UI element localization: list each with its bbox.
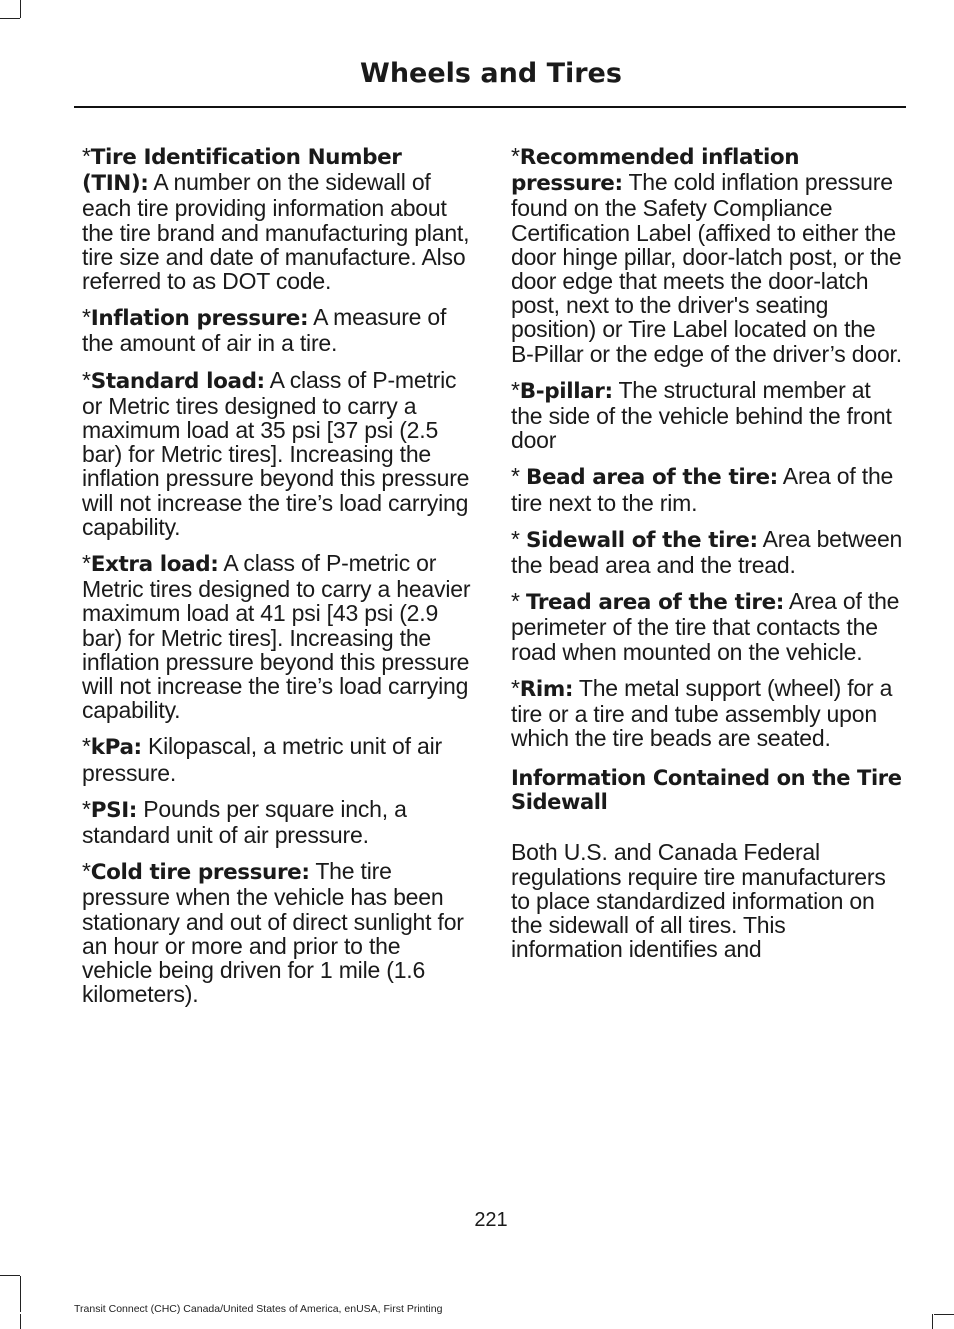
definition-term: Tire Identification Number (TIN):: [82, 145, 402, 197]
crop-mark: [20, 1314, 21, 1329]
definition-term: B-pillar:: [519, 378, 613, 404]
definition-item: [82, 859, 474, 1006]
asterisk: *: [82, 143, 91, 169]
definition-item: [511, 676, 903, 751]
asterisk: *: [511, 463, 526, 490]
definition-term: Tread area of the tire:: [525, 590, 785, 616]
definition-item: [511, 144, 903, 366]
definition-text: The cold inflation pressure found on the Safety Compliance Certification Label (affixed to either the door hinge pillar, door-latch post, or the door edge that meets the door-latch post, next to the driver's seating position) or Tire Label located on the B-Pillar or the edge of the driver’s door.: [511, 169, 902, 367]
definition-term: Cold tire pressure:: [90, 860, 310, 886]
crop-mark: [20, 0, 21, 18]
definition-item: [82, 144, 474, 293]
asterisk: *: [82, 858, 91, 885]
footer-text: Transit Connect (CHC) Canada/United States of America, enUSA, First Printing: [74, 1303, 443, 1315]
crop-mark: [932, 1314, 933, 1329]
definition-text: A class of P-metric or Metric tires designed to carry a heavier maximum load at 41 psi [43 psi (2.9 bar) for Metric tires]. Increasing the inflation pressure beyond this pressure will not increase the tire’s load carrying capability.: [82, 550, 471, 724]
page-title: Wheels and Tires: [360, 58, 622, 89]
definition-text: The structural member at the side of the vehicle behind the front door: [511, 376, 892, 454]
definition-item: [82, 797, 474, 847]
definition-term: kPa:: [90, 735, 142, 761]
right-column: [511, 144, 903, 973]
definition-text: Area between the bead area and the tread.: [511, 525, 903, 579]
asterisk: *: [511, 588, 526, 615]
definition-term: Inflation pressure:: [90, 306, 309, 332]
definition-term: Standard load:: [90, 368, 265, 394]
crop-mark: [0, 18, 20, 19]
asterisk: *: [511, 376, 520, 403]
asterisk: *: [511, 674, 520, 701]
definition-term: Rim:: [519, 676, 574, 702]
asterisk: *: [82, 366, 91, 393]
asterisk: *: [82, 795, 91, 822]
asterisk: *: [511, 143, 520, 169]
definition-text: Area of the tire next to the rim.: [511, 463, 894, 516]
definition-term: Recommended inflation pressure:: [511, 145, 800, 197]
page-number: 221: [474, 1209, 508, 1231]
header-divider: [74, 106, 906, 108]
crop-mark: [20, 1276, 21, 1312]
definition-term: Bead area of the tire:: [525, 465, 778, 491]
asterisk: *: [82, 550, 91, 577]
definition-item: [511, 378, 903, 453]
section-body: Both U.S. and Canada Federal regulations require tire manufacturers to place standardized information on the sidewall of all tires. This information identifies and: [511, 839, 886, 963]
definition-item: [82, 305, 474, 355]
crop-mark: [0, 1275, 20, 1276]
definition-text: The metal support (wheel) for a tire or a tire and tube assembly upon which the tire beads are seated.: [511, 674, 893, 752]
definition-item: [511, 464, 903, 514]
definition-item: [511, 527, 903, 577]
definition-term: Extra load:: [90, 552, 219, 578]
definition-term: PSI:: [90, 797, 138, 823]
definition-text: The tire pressure when the vehicle has been stationary and out of direct sunlight for an hour or more and prior to the vehicle being driven for 1 mile (1.6 kilometers).: [82, 858, 464, 1008]
definition-text: A measure of the amount of air in a tire.: [82, 304, 447, 357]
definition-term: Sidewall of the tire:: [525, 527, 758, 553]
definition-item: [82, 551, 474, 722]
asterisk: *: [82, 733, 91, 760]
definition-item: [511, 589, 903, 664]
definition-text: Pounds per square inch, a standard unit of air pressure.: [82, 795, 407, 849]
definition-item: [82, 368, 474, 539]
definition-text: A class of P-metric or Metric tires designed to carry a maximum load at 35 psi [37 psi (2.5 bar) for Metric tires]. Increasing the inflation pressure beyond this pressure will not increase the tire’s load carrying capability.: [82, 366, 470, 540]
definition-text: Kilopascal, a metric unit of air pressure.: [82, 733, 442, 786]
definition-item: [82, 734, 474, 784]
section-heading: Information Contained on the Tire Sidewall: [511, 766, 902, 815]
crop-mark: [934, 1314, 954, 1315]
left-column: [82, 144, 474, 1019]
asterisk: *: [82, 304, 91, 331]
asterisk: *: [511, 525, 526, 552]
definition-text: A number on the sidewall of each tire providing information about the tire brand and manufacturing plant, tire size and date of manufacture. Also referred to as DOT code.: [82, 169, 470, 295]
definition-text: Area of the perimeter of the tire that contacts the road when mounted on the vehicle.: [511, 588, 900, 665]
